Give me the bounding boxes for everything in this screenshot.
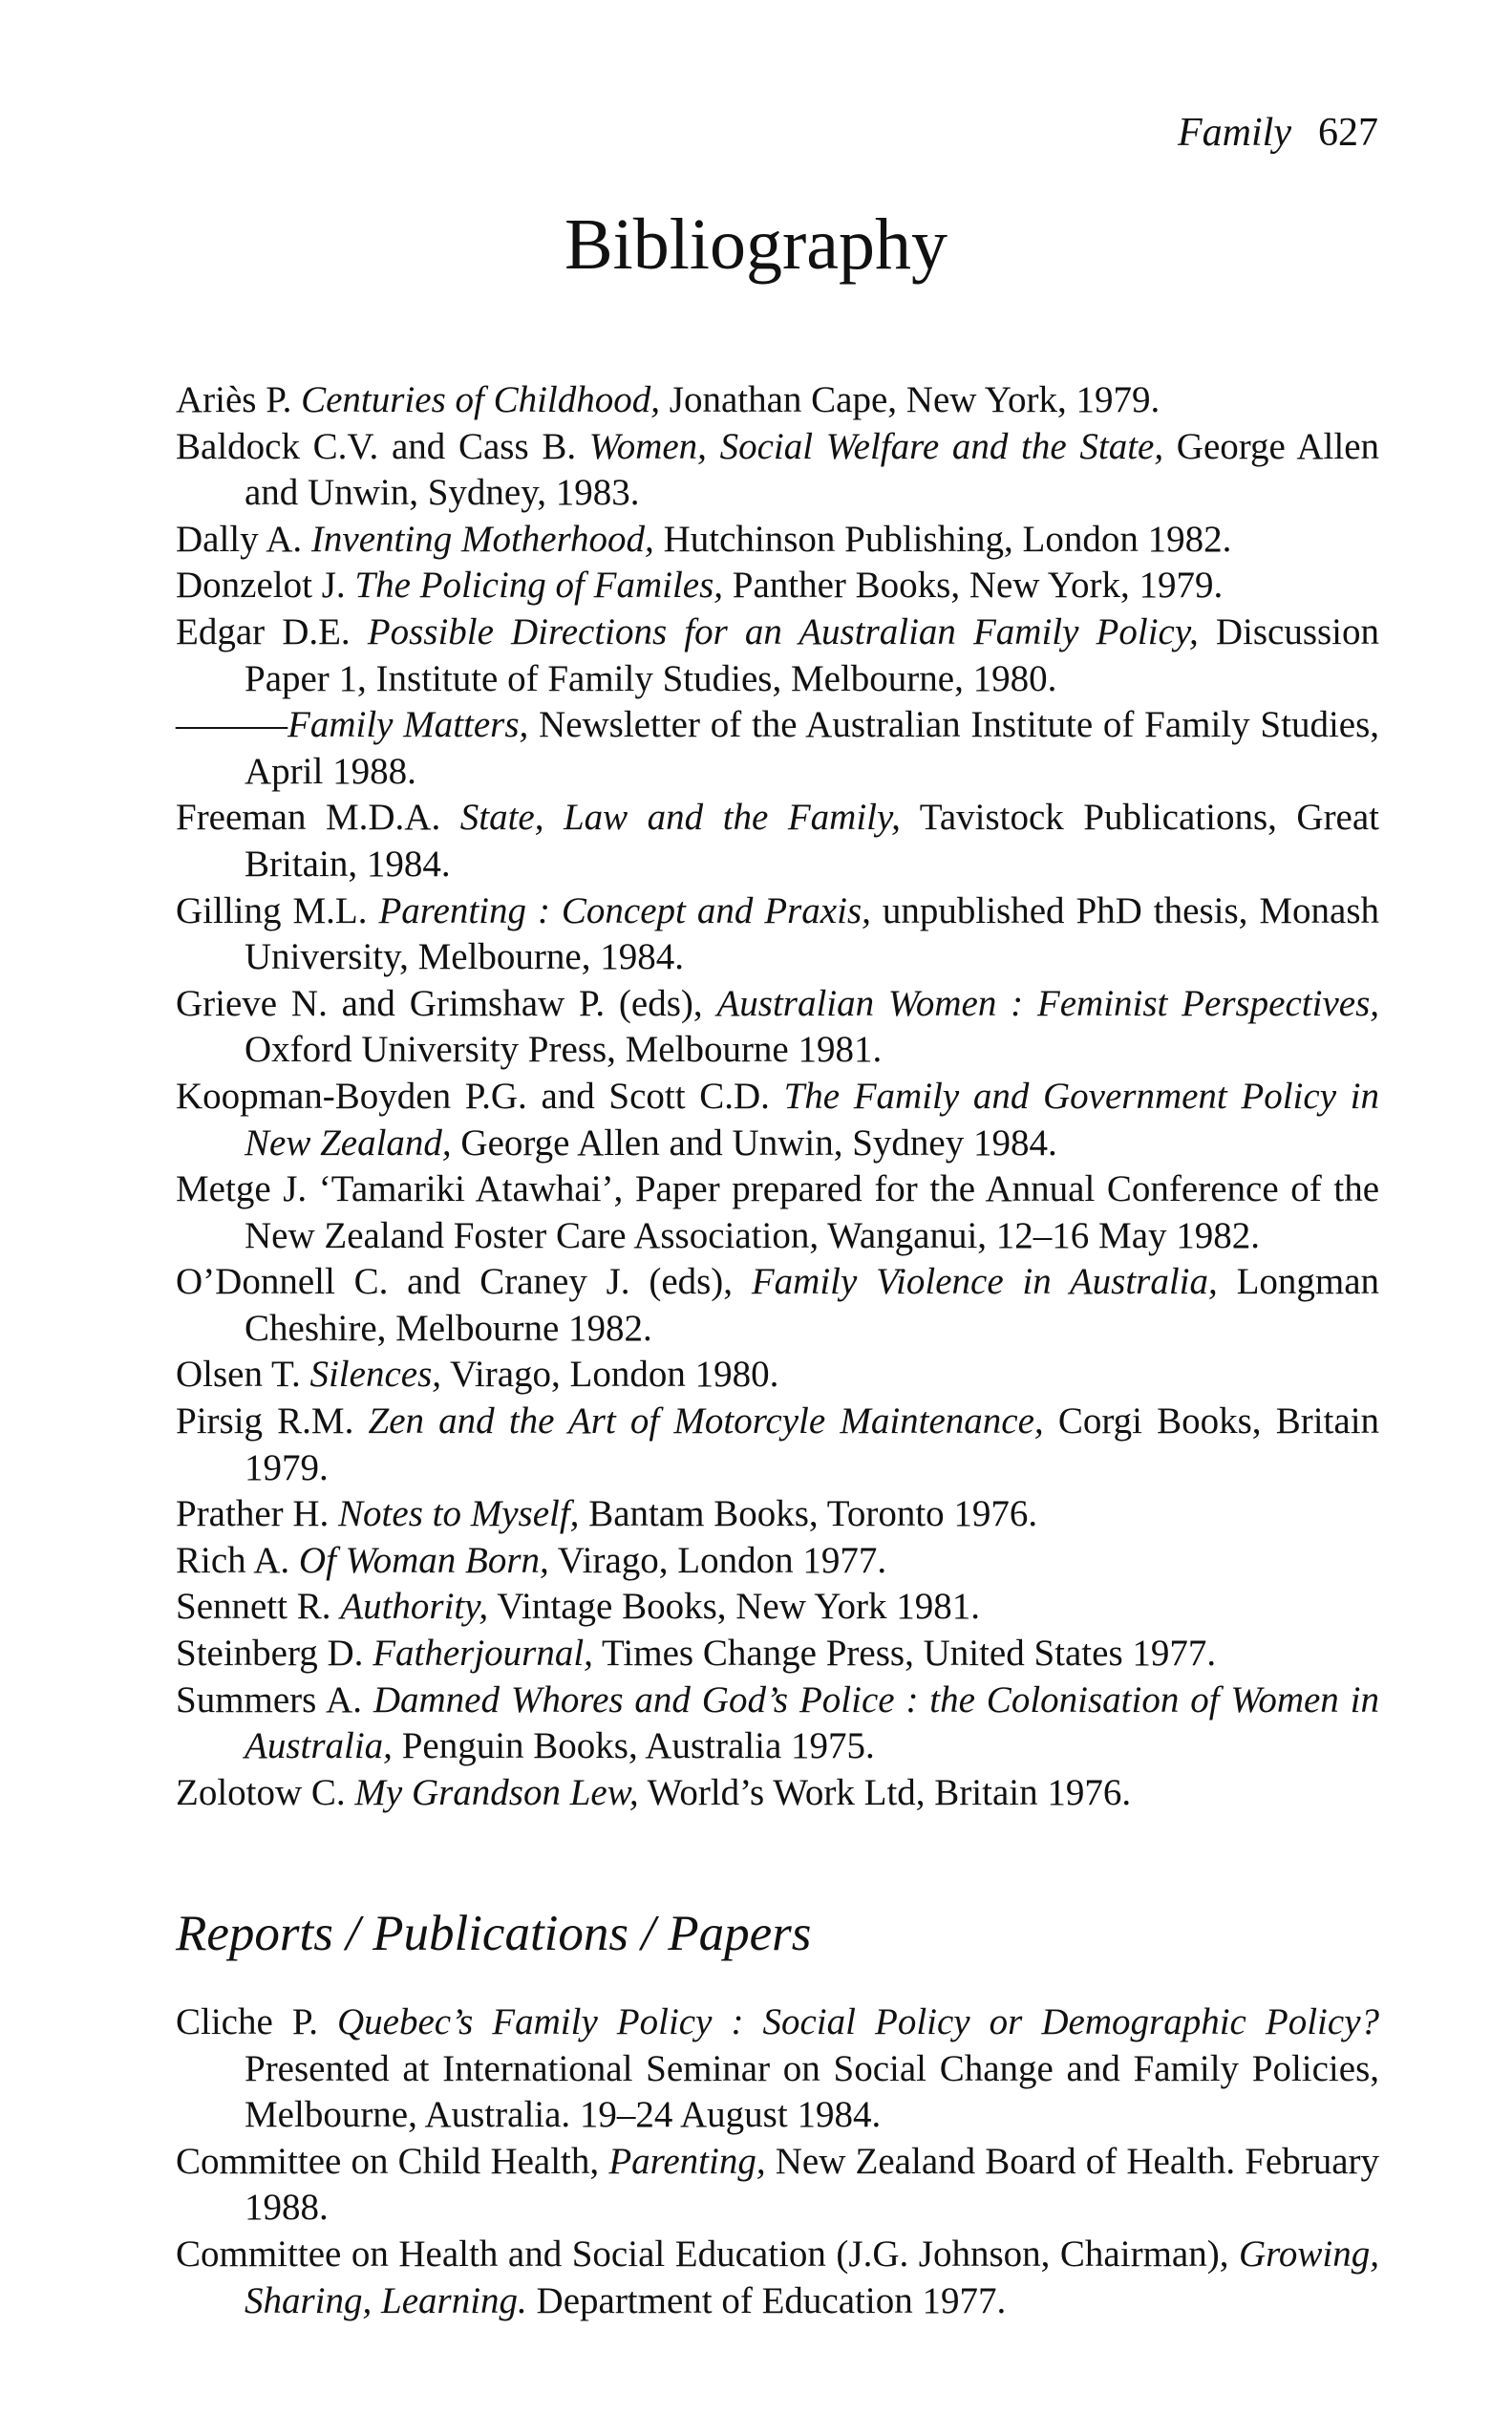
bibliography-entry: Rich A. Of Woman Born, Virago, London 1977. [176, 1539, 887, 1581]
running-header-section: Family [1178, 111, 1291, 155]
running-header [1178, 113, 1378, 153]
bibliography-entry: Baldock C.V. and Cass B. Women, Social Welfare and the State, George Allen and Unwin, Sydney, 1983. [176, 425, 1380, 514]
bibliography-entry: Olsen T. Silences, Virago, London 1980. [176, 1354, 779, 1396]
reports-heading: Reports / Publications / Papers [176, 1906, 812, 1961]
bibliography-entry: Steinberg D. Fatherjournal, Times Change Press, United States 1977. [176, 1633, 1217, 1675]
bibliography-entry: Edgar D.E. Possible Directions for an Australian Family Policy, Discussion Paper 1, Institute of Family Studies, Melbourne, 1980. [176, 610, 1380, 699]
bibliography-entry: Koopman-Boyden P.G. and Scott C.D. The Family and Government Policy in New Zealand, George Allen and Unwin, Sydney 1984. [176, 1075, 1379, 1164]
report-entry: Committee on Child Health, Parenting, New Zealand Board of Health. February 1988. [176, 2140, 1380, 2229]
bibliography-entry: Metge J. ‘Tamariki Atawhai’, Paper prepared for the Annual Conference of the New Zealand Foster Care Association, Wanganui, 12–16 May 1982. [176, 1168, 1379, 1256]
bibliography-list [176, 377, 1379, 1816]
reports-list [176, 1999, 1379, 2324]
bibliography-entry: Donzelot J. The Policing of Familes, Panther Books, New York, 1979. [176, 565, 1224, 607]
bibliography-entry: ———Family Matters, Newsletter of the Australian Institute of Family Studies, April 1988. [176, 704, 1380, 792]
report-entry: Committee on Health and Social Education (J.G. Johnson, Chairman), Growing, Sharing, Learning. Department of Education 1977. [176, 2233, 1379, 2321]
bibliography-entry: Zolotow C. My Grandson Lew, World’s Work Ltd, Britain 1976. [176, 1771, 1132, 1813]
bibliography-entry: Dally A. Inventing Motherhood, Hutchinson Publishing, London 1982. [176, 518, 1232, 560]
page-number: 627 [1318, 111, 1378, 155]
page-title: Bibliography [564, 204, 948, 285]
bibliography-entry: Prather H. Notes to Myself, Bantam Books, Toronto 1976. [176, 1493, 1038, 1535]
bibliography-entry: Freeman M.D.A. State, Law and the Family, Tavistock Publications, Great Britain, 1984. [176, 797, 1380, 885]
bibliography-entry: Gilling M.L. Parenting : Concept and Praxis, unpublished PhD thesis, Monash University, Melbourne, 1984. [176, 889, 1380, 978]
bibliography-entry: Sennett R. Authority, Vintage Books, New York 1981. [176, 1586, 980, 1628]
bibliography-entry: O’Donnell C. and Craney J. (eds), Family Violence in Australia, Longman Cheshire, Melbourne 1982. [176, 1261, 1380, 1349]
report-entry: Cliche P. Quebec’s Family Policy : Social Policy or Demographic Policy? Presented at International Seminar on Social Change and Family Policies, Melbourne, Australia. 19–24 August 1984. [176, 2001, 1380, 2136]
bibliography-entry: Grieve N. and Grimshaw P. (eds), Australian Women : Feminist Perspectives, Oxford University Press, Melbourne 1981. [176, 982, 1380, 1071]
bibliography-entry: Pirsig R.M. Zen and the Art of Motorcyle Maintenance, Corgi Books, Britain 1979. [176, 1400, 1380, 1488]
bibliography-entry: Summers A. Damned Whores and God’s Police : the Colonisation of Women in Australia, Penguin Books, Australia 1975. [176, 1678, 1379, 1767]
bibliography-entry: Ariès P. Centuries of Childhood, Jonathan Cape, New York, 1979. [176, 379, 1161, 420]
